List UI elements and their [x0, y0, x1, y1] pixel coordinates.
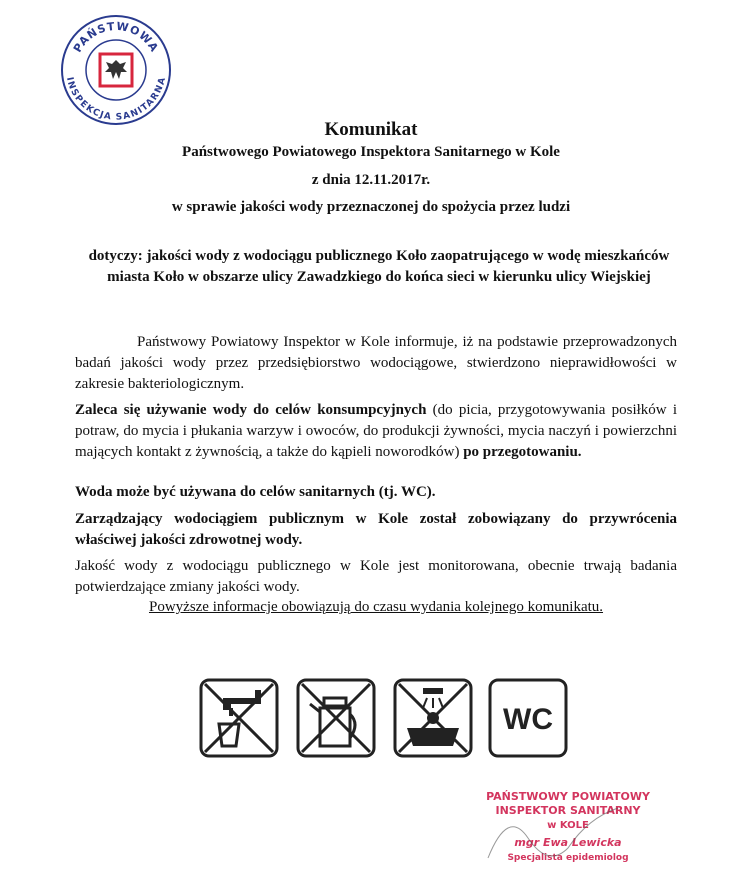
sanitary-use-text: Woda może być używana do celów sanitarnych (tj. WC). — [75, 484, 436, 500]
recommendation-bold-start: Zaleca się używanie wody do celów konsumpcyjnych — [75, 402, 427, 418]
document-subtitle: Państwowego Powiatowego Inspektora Sanitarnego w Kole — [182, 144, 560, 160]
document-topic: w sprawie jakości wody przeznaczonej do spożycia przez ludzi — [171, 199, 571, 215]
paragraph-operator-obligation — [75, 509, 677, 551]
paragraph-sanitary-use — [75, 482, 677, 503]
paragraph-validity — [75, 599, 677, 616]
logo-bottom-text: INSPEKCJA SANITARNA — [64, 76, 168, 123]
paragraph-monitoring: Jakość wody z wodociągu publicznego w Kole jest monitorowana, obecnie trwają badania potwierdzające zmiany jakości wody. — [75, 558, 677, 595]
no-baby-bath-icon — [393, 678, 473, 758]
no-tap-water-icon — [199, 678, 279, 758]
stamp-line-1: PAŃSTWOWY POWIATOWY — [486, 790, 650, 803]
wc-allowed-icon — [488, 678, 568, 758]
official-stamp — [468, 788, 668, 868]
stamp-name: mgr Ewa Lewicka — [514, 836, 622, 849]
document-title: Komunikat — [324, 119, 418, 140]
stamp-line-2: INSPEKTOR SANITARNY — [495, 804, 641, 817]
paragraph-recommendation — [75, 400, 677, 463]
wc-label: WC — [503, 703, 553, 736]
paragraph-findings: Państwowy Powiatowy Inspektor w Kole informuje, iż na podstawie przeprowadzonych badań jakości wody przez przedsiębiorstwo wodociągowe, stwierdzono nieprawidłowości w zakresie bakteriologicznym. — [75, 334, 677, 392]
stamp-line-3: w KOLE — [547, 820, 589, 831]
validity-text: Powyższe informacje obowiązują do czasu wydania kolejnego komunikatu. — [148, 599, 604, 615]
stamp-role: Specjalista epidemiolog — [507, 853, 629, 863]
recommendation-details: (do picia, przygotowywania posiłków i potraw, do mycia i płukania warzyw i owoców, do produkcji żywności, mycia naczyń i powierzchni mających kontakt z żywnością, a także do kąpieli noworodków) — [75, 402, 677, 460]
recommendation-bold-end: po przegotowaniu. — [463, 444, 582, 460]
logo-top-text: PAŃSTWOWA — [70, 19, 162, 55]
concerns-statement: dotyczy: jakości wody z wodociągu publicznego Koło zaopatrującego w wodę mieszkańców miasta Koło w obszarze ulicy Zawadzkiego do końca sieci w kierunku ulicy Wiejskiej — [88, 248, 670, 285]
operator-obligation-text: Zarządzający wodociągiem publicznym w Kole został zobowiązany do przywrócenia właściwej jakości zdrowotnej wody. — [75, 511, 677, 548]
sanitary-inspection-logo — [60, 14, 172, 126]
no-kettle-icon — [296, 678, 376, 758]
document-date: z dnia 12.11.2017r. — [311, 172, 431, 188]
